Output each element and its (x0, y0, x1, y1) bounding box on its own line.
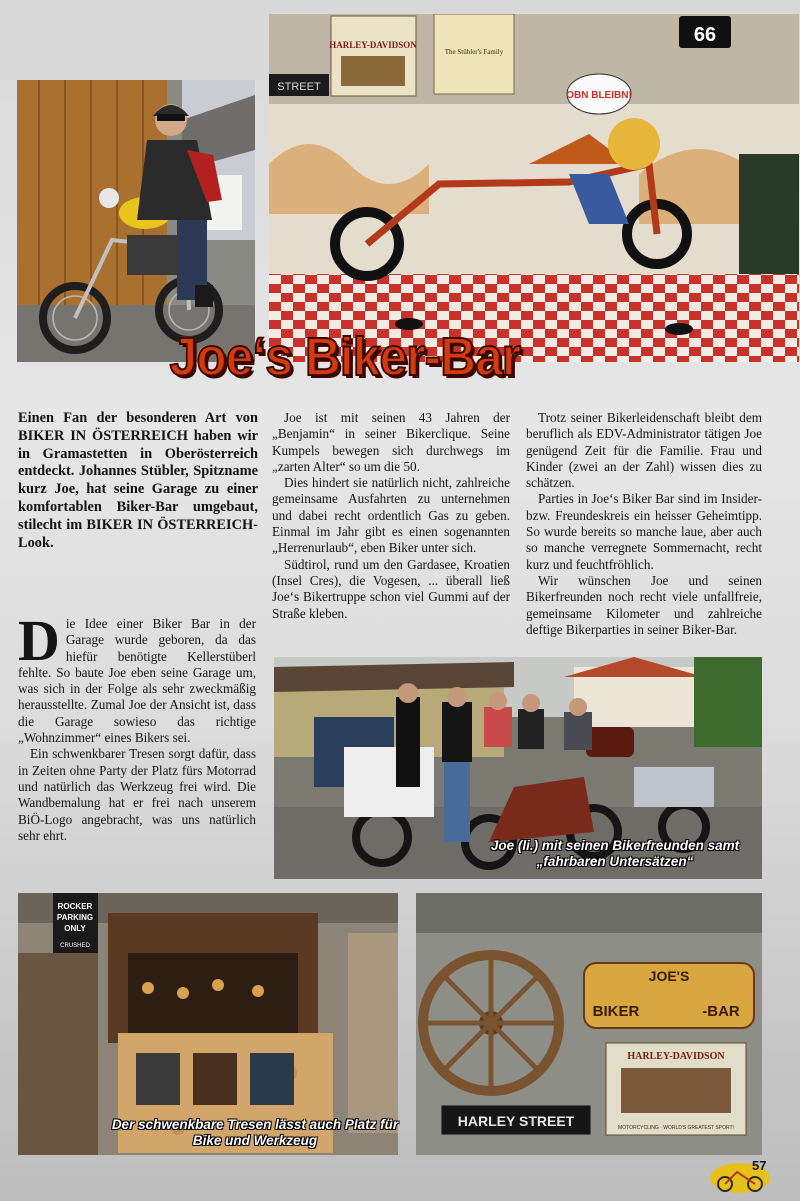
joes-sign-top: JOE'S (648, 968, 690, 984)
column3-paragraph-3: Wir wünschen Joe und seinen Bikerfreunden noch recht viele unfallfreie, gemeinsame Kilometer und zahlreiche deftige Bikerparties in seiner Biker-Bar. (526, 572, 762, 637)
photo-joe-on-motorcycle (17, 80, 255, 362)
harley-sign-2-text: HARLEY-DAVIDSON (627, 1051, 725, 1062)
magazine-logo-icon (705, 1150, 775, 1196)
harley-street-sign-text: HARLEY STREET (457, 1113, 575, 1129)
intro-lead-paragraph: Einen Fan der besonderen Art von BIKER IN ÖSTERREICH haben wir in Gramastetten in Oberösterreich entdeckt. Johannes Stübler, Spitzname kurz Joe, hat seine Garage zu einer komfortablen Biker-Bar umgebaut, stilecht im BIKER IN ÖSTERREICH-Look. (18, 410, 258, 551)
column1-paragraph-1 (18, 608, 256, 746)
rocker-line2: PARKING (56, 913, 94, 922)
harley-sign-text: HARLEY-DAVIDSON (329, 40, 417, 50)
caption-swivel-counter: Der schwenkbare Tresen lässt auch Platz für Bike und Werkzeug (111, 1117, 399, 1148)
article-headline: Joe‘s Biker-Bar (169, 327, 521, 387)
text-column-3 (526, 410, 762, 638)
column1-paragraph-2: Ein schwenkbarer Tresen sorgt dafür, dass in Zeiten ohne Party der Platz fürs Motorrad und natürlich das Werkzeug frei wird. Die Wandbemalung hat er frei nach unserem BiÖ-Logo angebracht, was uns natürlich sehr ehrt. (18, 746, 256, 843)
obnbleibn-text: OBN BLEIBN! (566, 90, 632, 101)
street-small-text: STREET (277, 81, 321, 93)
column1-paragraph-1-text: ie Idee einer Biker Bar in der Garage wurde geboren, da das hiefür benötigte Kellerstüberl fehlte. So baute Joe eben seine Garage um, was sich in der Folge als sehr zweckmäßig herausstellte. Zumal Joe der Ansicht ist, dass die Garage sowieso das richtige „Wohnzimmer“ eines Bikers sei. (18, 616, 256, 746)
harley-sign-2-sub: MOTORCYCLING · WORLD'S GREATEST SPORT! (618, 1125, 734, 1131)
text-column-2 (272, 410, 510, 622)
column2-paragraph-2: Dies hindert sie natürlich nicht, zahlreiche gemeinsame Ausfahrten zu unternehmen und dabei recht ordentlich Gas zu geben. Einmal im Jahr gibt es einen sogenannten „Herrenurlaub“, eben Biker unter sich. (272, 475, 510, 556)
column3-paragraph-1: Trotz seiner Bikerleidenschaft bleibt dem beruflich als EDV-Administrator tätigen Joe genügend Zeit für die Familie. Frau und Kinder (zwei an der Zahl) wissen dies zu schätzen. (526, 410, 762, 491)
rocker-line3: ONLY (64, 924, 86, 933)
family-sign-text: The Stübler's Family (444, 48, 504, 56)
photo-wall-signs (416, 893, 762, 1155)
text-column-1 (18, 608, 256, 844)
drop-cap: D (18, 608, 60, 673)
column2-paragraph-3: Südtirol, rund um den Gardasee, Kroatien (Insel Cres), die Vogesen, ... überall ließ Joe‘s Bikertruppe schon viel Gummi auf der Straße kleben. (272, 556, 510, 621)
photo-swivel-counter (18, 893, 398, 1155)
column2-paragraph-1: Joe ist mit seinen 43 Jahren der „Benjamin“ in seiner Bikerclique. Seine Kumpels bewegen sich durchwegs im „zarten Alter“ so um die 50. (272, 410, 510, 474)
photo-garage-wall-mural (269, 14, 799, 362)
rocker-line4: CRUSHED (60, 943, 90, 949)
rocker-line1: ROCKER (57, 902, 93, 911)
route66-sign-text: 66 (693, 24, 717, 46)
caption-biker-friends: Joe (li.) mit seinen Bikerfreunden samt „fahrbaren Untersätzen“ (490, 838, 740, 869)
column3-paragraph-2: Parties in Joe‘s Biker Bar sind im Insider- bzw. Freundeskreis ein heisser Geheimtipp. So wurde bereits so manche laue, aber auch so manche verregnete Sommernacht, recht kurz und feuchtfröhlich. (526, 491, 762, 572)
joes-sign-left: BIKER (592, 1003, 640, 1020)
joes-sign-right: -BAR (702, 1003, 740, 1020)
page-number: 57 (752, 1158, 767, 1173)
